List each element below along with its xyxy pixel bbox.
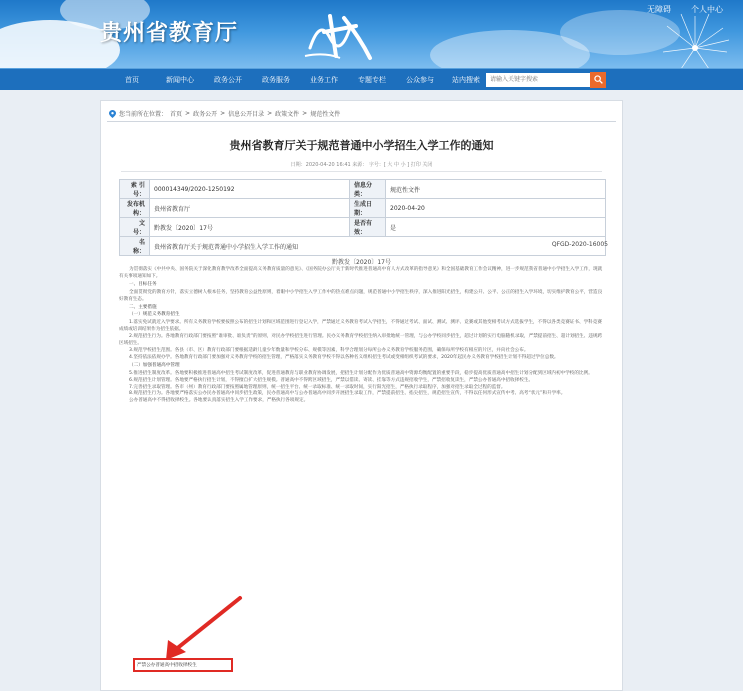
calligraphy-logo-icon xyxy=(300,8,380,64)
table-row xyxy=(120,180,606,199)
info-label: 信息分类： xyxy=(350,180,386,199)
section-heading: （二）加强普通高中管理 xyxy=(129,362,180,368)
section-heading: 一、目标任务 xyxy=(129,281,157,287)
nav-item-topics[interactable]: 专题专栏 xyxy=(358,75,386,84)
table-row xyxy=(120,218,606,237)
info-value: 黔教发〔2020〕17号 xyxy=(150,218,350,237)
dandelion-decoration-icon xyxy=(655,8,735,68)
breadcrumb-item-policy[interactable]: 政策文件 xyxy=(275,111,300,118)
info-label: 名 称： xyxy=(120,237,150,256)
info-label: 索 引 号： xyxy=(120,180,150,199)
paragraph: 3.规范学校招生范围。各县（市、区）教育行政部门要根据适龄儿童少年数量和学校分布、规模等因素，科学合理划分每所公办义务教育学校服务范围，确保每所学校有相应的片区，并向社会公布。 xyxy=(129,347,529,353)
paragraph: 为贯彻落实《中共中央、国务院关于深化教育教学改革全面提高义务教育质量的意见》、《国务院办公厅关于新时代推进普通高中育人方式改革的指导意见》和全国基础教育工作会议精神，进一步规范我省普通中小学招生入学工作，现就有关事项通知如下。 xyxy=(119,267,603,279)
info-value: 贵州省教育厅关于规范普通中小学招生入学工作的通知 xyxy=(150,237,606,256)
paragraph: 5.推进招生制度改革。各地要积极推进普通高中招生考试制度改革，促进普通教育与职业教育协调发展，把招生计划分配作为优质普通高中资源均衡配置的重要手段，稳步提高优质普通高中招生计划分配到区域内初中学校的比例。 xyxy=(129,370,593,376)
paragraph: 6.规范招生计划管理。各地要严格执行招生计划，不得擅自扩大招生规模。普通高中不得跨区域招生，严禁以借读、寄读、挂靠等方式违规招收学生，严禁招收复读生，严禁公办普通高中招收择校生。 xyxy=(129,377,534,383)
info-value: 000014349/2020-1250192 xyxy=(150,180,350,199)
breadcrumb-prefix: 您当前所在位置： xyxy=(119,111,168,118)
breadcrumb-sep: > xyxy=(220,110,226,117)
article-meta: 日期：2020-04-20 16:41 来源： 字号：[ 大 中 小 ] 打印 关闭 xyxy=(290,162,433,168)
accessibility-link[interactable]: 无障碍 xyxy=(647,5,671,14)
paragraph: 8.规范招生行为。各地要严格落实公办民办普通高中同步招生政策，民办普通高中与公办普通高中同步开展招生录取工作，严禁提前招生、掐尖招生，规范招生宣传，不得以任何形式宣传中考、高考“状元”和升学率。 xyxy=(129,391,566,397)
divider xyxy=(107,121,616,122)
info-value: 2020-04-20 xyxy=(386,199,606,218)
search-icon xyxy=(594,75,603,84)
search-button[interactable] xyxy=(590,72,606,88)
nav-item-gov-services[interactable]: 政务服务 xyxy=(262,75,290,84)
info-label: 是否有效： xyxy=(350,218,386,237)
divider xyxy=(121,171,602,172)
nav-items xyxy=(108,75,444,85)
doc-number: 黔教发〔2020〕17号 xyxy=(332,259,391,266)
highlight-text: 严禁公办普通高中招收择校生 xyxy=(137,663,197,668)
breadcrumb-item-gov[interactable]: 政务公开 xyxy=(193,111,218,118)
location-pin-icon xyxy=(109,110,116,118)
nav-item-gov-affairs[interactable]: 政务公开 xyxy=(214,75,242,84)
table-row xyxy=(120,199,606,218)
paragraph: 4.坚持依法依规办学。各地教育行政部门要加强对义务教育学校的招生管理，严格落实义务教育学校不得以各种名义组织招生考试或变相组织考试的要求，2020年起民办义务教育学校招生计划不得超过学位总数。 xyxy=(129,354,559,360)
breadcrumb-sep: > xyxy=(185,110,191,117)
info-value: 是 xyxy=(386,218,606,237)
info-table xyxy=(119,179,606,256)
doc-code: QFGD-2020-16005 xyxy=(551,241,608,248)
nav-item-participation[interactable]: 公众参与 xyxy=(406,75,434,84)
breadcrumb-item-home[interactable]: 首页 xyxy=(170,111,183,118)
info-label: 发布机构： xyxy=(120,199,150,218)
article-body xyxy=(119,267,606,405)
nav-item-business[interactable]: 业务工作 xyxy=(310,75,338,84)
main-nav xyxy=(0,68,743,90)
search-input[interactable] xyxy=(486,73,590,87)
breadcrumb xyxy=(109,109,340,118)
table-row xyxy=(120,237,606,256)
section-heading: 二、主要措施 xyxy=(129,304,157,310)
page-title: 贵州省教育厅关于规范普通中小学招生入学工作的通知 xyxy=(229,139,494,152)
paragraph: 2.规范招生行为。各地教育行政部门要按照“谁审批、谁负责”的原则，对民办学校招生进行管理。民办义务教育学校招生纳入审批地统一管理，与公办学校同步招生，超过计划的实行电脑随机录取，严禁提前招生、超计划招生、违规跨区域招生。 xyxy=(119,334,603,347)
breadcrumb-item-normative[interactable]: 规范性文件 xyxy=(310,111,341,118)
breadcrumb-sep: > xyxy=(267,110,273,117)
info-label: 文 号： xyxy=(120,218,150,237)
info-label: 生成日期： xyxy=(350,199,386,218)
paragraph: 全面贯彻党的教育方针，落实立德树人根本任务，坚持教育公益性原则，着眼中小学招生入学工作中的热点难点问题，规范普通中小学招生秩序，深入推进阳光招生，构建公开、公平、公正的招生入学环境，切实维护教育公平，营造良好教育生态。 xyxy=(119,289,603,302)
breadcrumb-sep: > xyxy=(302,110,308,117)
article-panel xyxy=(100,100,623,691)
nav-item-news[interactable]: 新闻中心 xyxy=(166,75,194,84)
site-logo-title[interactable]: 贵州省教育厅 xyxy=(100,20,239,46)
paragraph: 1.落实免试就近入学要求。所有义务教育学校要按照公布的招生计划和区域范围进行登记入学，严禁通过义务教育考试入学招生，不得通过考试、面试、测试、测评、竞赛或其他变相考试方式选拔学生，不得以各类竞赛证书、学科竞赛成绩或培训结果作为招生依据。 xyxy=(119,320,602,333)
site-header xyxy=(0,0,743,68)
search-label: 站内搜索 xyxy=(452,75,480,84)
info-value: 规范性文件 xyxy=(386,180,606,199)
user-center-link[interactable]: 个人中心 xyxy=(691,5,723,14)
highlight-box xyxy=(133,658,233,672)
paragraph: 7.完善招生录取管理。各市（州）教育行政部门要按照属地管理原则，统一招生平台、统一录取标准、统一录取时间，实行阳光招生，严格执行录取程序，加强对招生录取全过程的监督。 xyxy=(129,384,506,390)
nav-item-home[interactable]: 首页 xyxy=(125,75,139,84)
paragraph: 公办普通高中不得招收择校生。各地要认真落实招生入学工作要求，严格执行各项规定。 xyxy=(129,398,309,404)
top-links xyxy=(647,4,723,15)
breadcrumb-item-catalog[interactable]: 信息公开目录 xyxy=(228,111,265,118)
info-value: 贵州省教育厅 xyxy=(150,199,350,218)
section-heading: （一）规范义务教育招生 xyxy=(129,312,180,318)
